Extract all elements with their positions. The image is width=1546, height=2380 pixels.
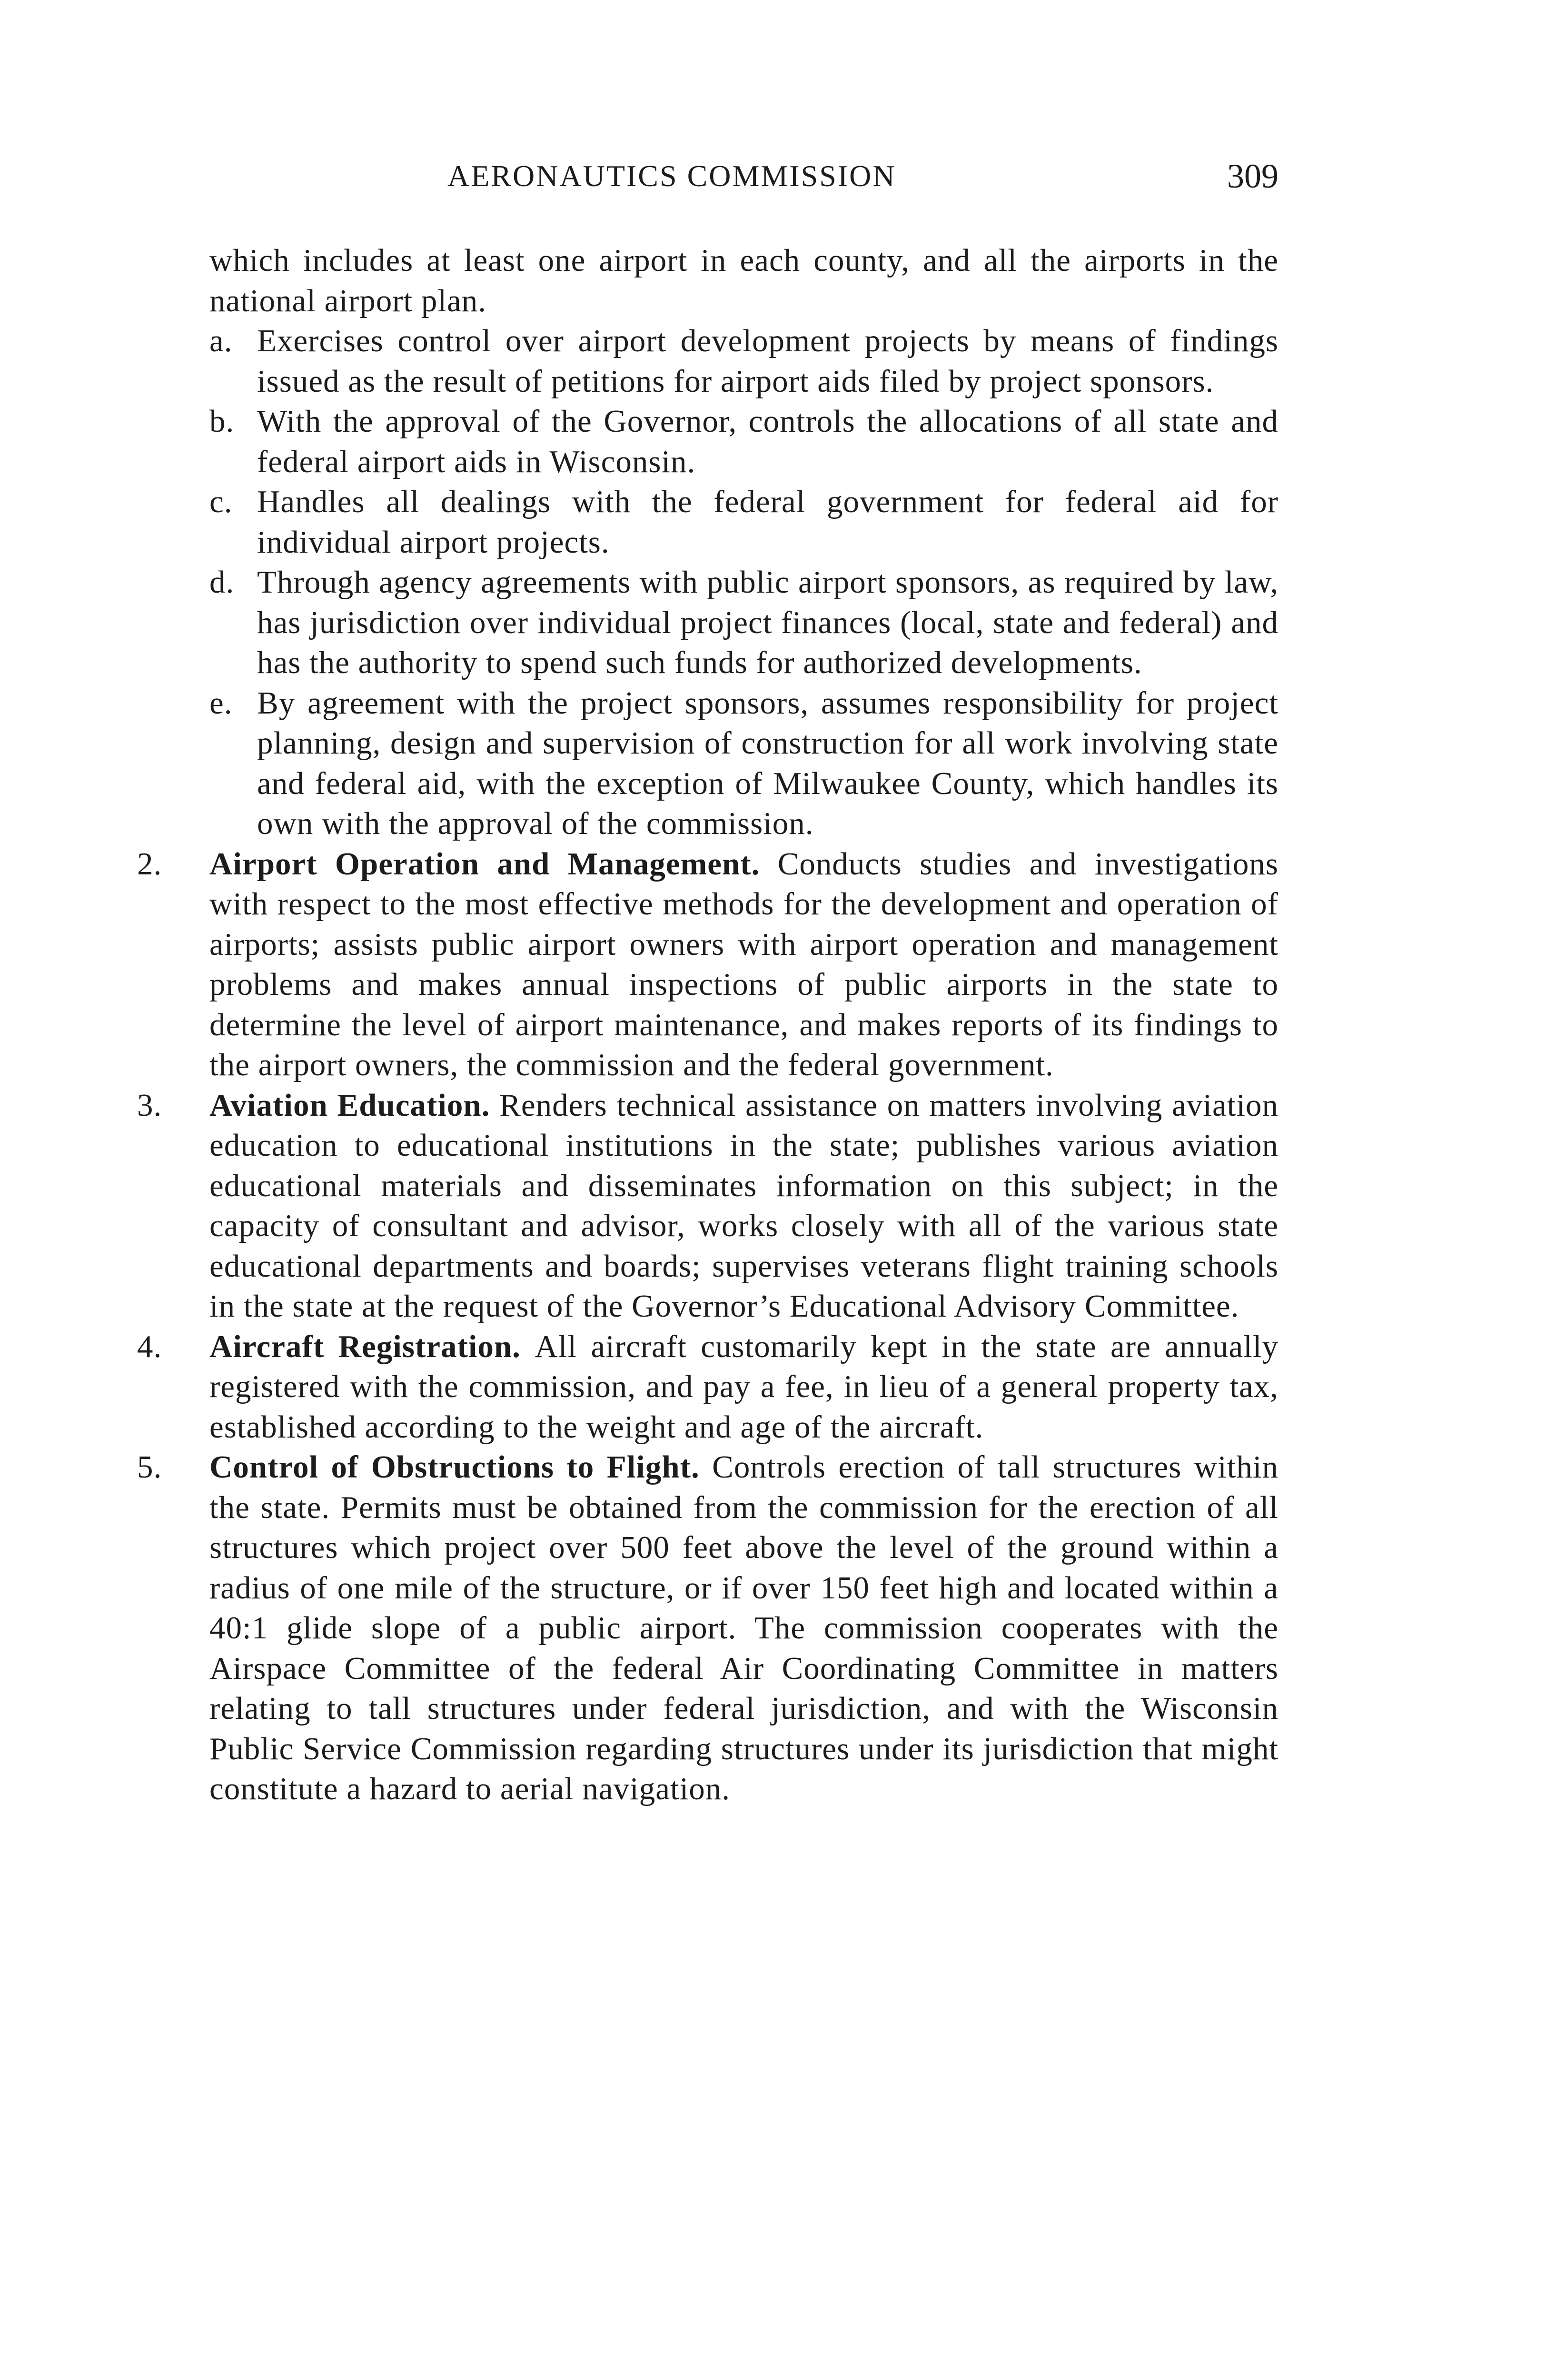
sub-item-d <box>209 562 1278 683</box>
item-text: Controls erection of tall structures within the state. Permits must be obtained from the commission for the erection of all structures which project over 500 feet above the level of the ground within a radius of one mile of the structure, or if over 150 feet high and located within a 40:1 glide slope of a public airport. The commission cooperates with the Airspace Committee of the federal Air Coordinating Committee in matters relating to tall structures under federal jurisdiction, and with the Wisconsin Public Service Commission regarding structures under its jurisdiction that might constitute a hazard to aerial navigation. <box>209 1449 1278 1806</box>
sub-item-letter: a. <box>209 323 233 358</box>
sub-item-letter: e. <box>209 685 233 721</box>
numbered-item-4 <box>137 1327 1278 1448</box>
sub-item-b <box>209 401 1278 482</box>
item-heading: Aircraft Registration. <box>209 1329 535 1364</box>
item-number: 2. <box>137 846 162 882</box>
sub-item-text: With the approval of the Governor, controls the allocations of all state and federal airport aids in Wisconsin. <box>257 404 1278 479</box>
sub-item-a <box>209 321 1278 401</box>
sub-item-letter: d. <box>209 565 235 600</box>
intro-paragraph: which includes at least one airport in each county, and all the airports in the national airport plan. <box>209 243 1278 318</box>
item-text: Conducts studies and investigations with respect to the most effective methods for the development and operation of airports; assists public airport owners with airport operation and management problems and makes annual inspections of public airports in the state to determine the level of airport maintenance, and makes reports of its findings to the airport owners, the commission and the federal government. <box>209 846 1278 1082</box>
running-header <box>209 157 1278 195</box>
numbered-item-2 <box>137 844 1278 1085</box>
item-heading: Control of Obstructions to Flight. <box>209 1449 713 1485</box>
sub-item-letter: c. <box>209 484 233 519</box>
sub-item-text: By agreement with the project sponsors, assumes responsibility for project planning, design and supervision of construction for all work involving state and federal aid, with the exception of Milwaukee County, which handles its own with the approval of the commission. <box>257 685 1278 841</box>
numbered-item-5 <box>137 1447 1278 1809</box>
item-text: All aircraft customarily kept in the state are annually registered with the commission, and pay a fee, in lieu of a general property tax, established according to the weight and age of the aircraft. <box>209 1329 1278 1445</box>
sub-item-e <box>209 683 1278 844</box>
item-heading: Aviation Education. <box>209 1087 500 1123</box>
item-heading: Airport Operation and Management. <box>209 846 778 882</box>
running-title: AERONAUTICS COMMISSION <box>447 159 896 193</box>
item-text: Renders technical assistance on matters involving aviation education to educational institutions in the state; publishes various aviation educational materials and disseminates information on this subject; in the capacity of consultant and advisor, works closely with all of the various state educational departments and boards; supervises veterans flight training schools in the state at the request of the Governor’s Educational Advisory Committee. <box>209 1087 1278 1324</box>
sub-item-letter: b. <box>209 404 235 439</box>
sub-item-c <box>209 482 1278 562</box>
numbered-item-3 <box>137 1085 1278 1327</box>
sub-item-list <box>209 321 1278 844</box>
sub-item-text: Through agency agreements with public airport sponsors, as required by law, has jurisdiction over individual project finances (local, state and federal) and has the authority to spend such funds for authorized developments. <box>257 565 1278 680</box>
item-number: 3. <box>137 1087 162 1123</box>
item-number: 4. <box>137 1329 162 1364</box>
sub-item-text: Exercises control over airport development projects by means of findings issued as the result of petitions for airport aids filed by project sponsors. <box>257 323 1278 399</box>
item-number: 5. <box>137 1449 162 1485</box>
page-number: 309 <box>1227 157 1278 195</box>
sub-item-text: Handles all dealings with the federal government for federal aid for individual airport projects. <box>257 484 1278 560</box>
body-text <box>137 240 1278 1809</box>
